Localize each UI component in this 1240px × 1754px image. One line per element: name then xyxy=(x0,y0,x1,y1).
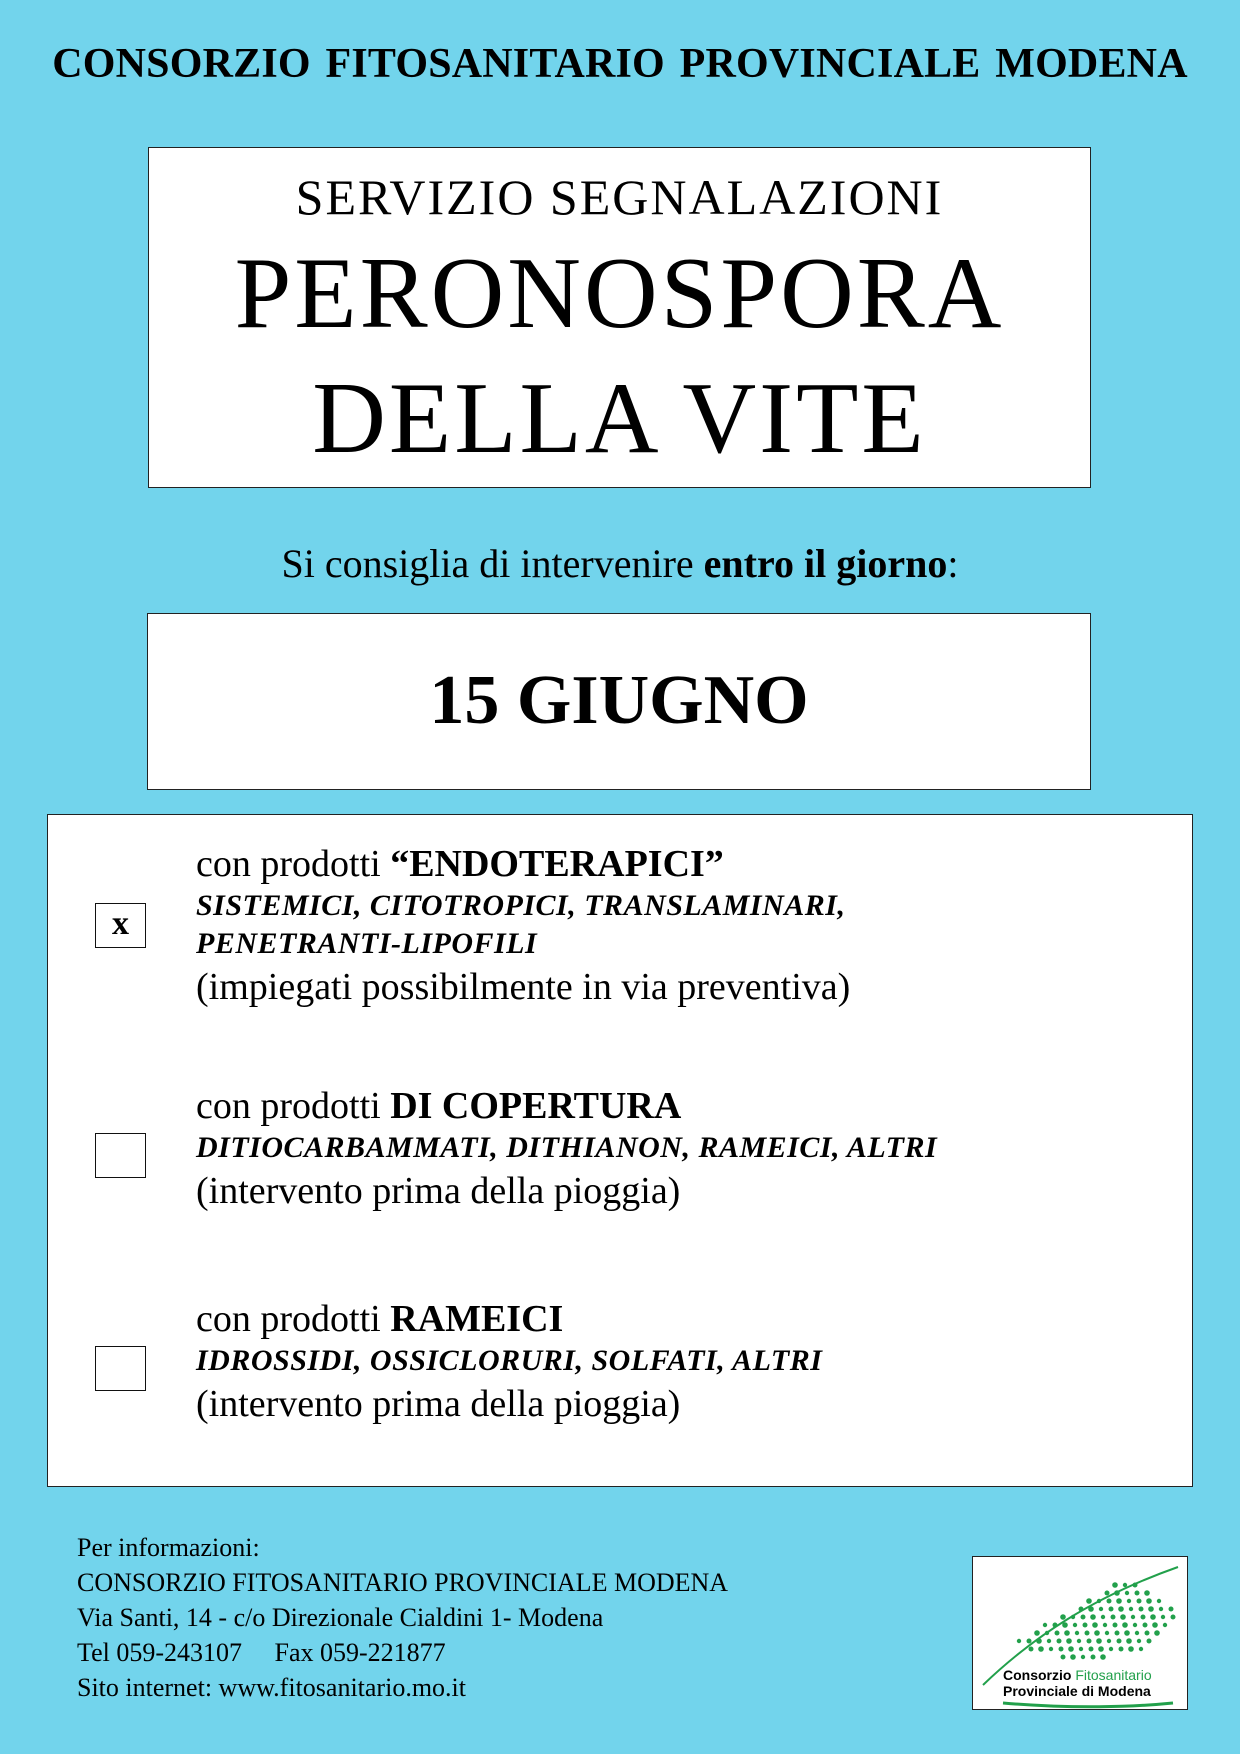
main-title-line-1: PERONOSPORA xyxy=(234,237,1005,350)
logo xyxy=(972,1556,1188,1710)
logo-text xyxy=(1003,1667,1152,1699)
option-title xyxy=(196,1296,822,1342)
title-box xyxy=(148,147,1091,488)
checkbox-copertura[interactable] xyxy=(95,1133,146,1178)
service-label: SERVIZIO SEGNALAZIONI xyxy=(295,169,944,225)
logo-word-1: Consorzio xyxy=(1003,1667,1072,1683)
advice-emphasis: entro il giorno xyxy=(703,541,948,586)
info-label: Per informazioni: xyxy=(77,1533,260,1562)
option-title-emphasis: “ENDOTERAPICI” xyxy=(390,843,724,885)
info-phone: Tel 059-243107 Fax 059-221877 xyxy=(77,1638,446,1667)
info-website[interactable]: Sito internet: www.fitosanitario.mo.it xyxy=(77,1673,466,1702)
main-title-line-2: DELLA VITE xyxy=(312,362,927,475)
option-title-prefix: con prodotti xyxy=(196,1298,391,1340)
advice-prefix: Si consiglia di intervenire xyxy=(281,541,704,586)
option-title xyxy=(196,841,850,887)
organization-header: CONSORZIO FITOSANITARIO PROVINCIALE MODENA xyxy=(52,41,1188,87)
option-types-line-2: PENETRANTI-LIPOFILI xyxy=(196,927,538,960)
checkbox-endoterapici[interactable]: x xyxy=(95,903,146,948)
option-title-emphasis: RAMEICI xyxy=(390,1298,564,1340)
option-rameici xyxy=(196,1296,822,1428)
contact-info xyxy=(77,1530,728,1705)
option-types-line-1: SISTEMICI, CITOTROPICI, TRANSLAMINARI, xyxy=(196,889,846,922)
option-note: (impiegati possibilmente in via preventiva) xyxy=(196,966,851,1008)
date-box xyxy=(147,613,1091,790)
option-title-prefix: con prodotti xyxy=(196,1085,391,1127)
date-value: 15 GIUGNO xyxy=(429,662,809,739)
option-types-line-1: DITIOCARBAMMATI, DITHIANON, RAMEICI, ALTRI xyxy=(196,1131,938,1164)
option-title-prefix: con prodotti xyxy=(196,843,391,885)
option-endoterapici xyxy=(196,841,850,1011)
checkbox-rameici[interactable] xyxy=(95,1346,146,1391)
options-box xyxy=(47,814,1193,1487)
option-note: (intervento prima della pioggia) xyxy=(196,1170,681,1212)
option-title xyxy=(196,1083,937,1129)
info-address: Via Santi, 14 - c/o Direzionale Cialdini 1- Modena xyxy=(77,1603,604,1632)
logo-word-2: Fitosanitario xyxy=(1075,1667,1152,1683)
info-organization: CONSORZIO FITOSANITARIO PROVINCIALE MODENA xyxy=(77,1568,729,1597)
option-copertura xyxy=(196,1083,937,1215)
option-note: (intervento prima della pioggia) xyxy=(196,1383,681,1425)
logo-line-2: Provinciale di Modena xyxy=(1003,1683,1151,1699)
option-title-emphasis: DI COPERTURA xyxy=(390,1085,682,1127)
option-types-line-1: IDROSSIDI, OSSICLORURI, SOLFATI, ALTRI xyxy=(196,1344,823,1377)
advice-suffix: : xyxy=(947,541,959,586)
advice-text xyxy=(0,540,1240,587)
